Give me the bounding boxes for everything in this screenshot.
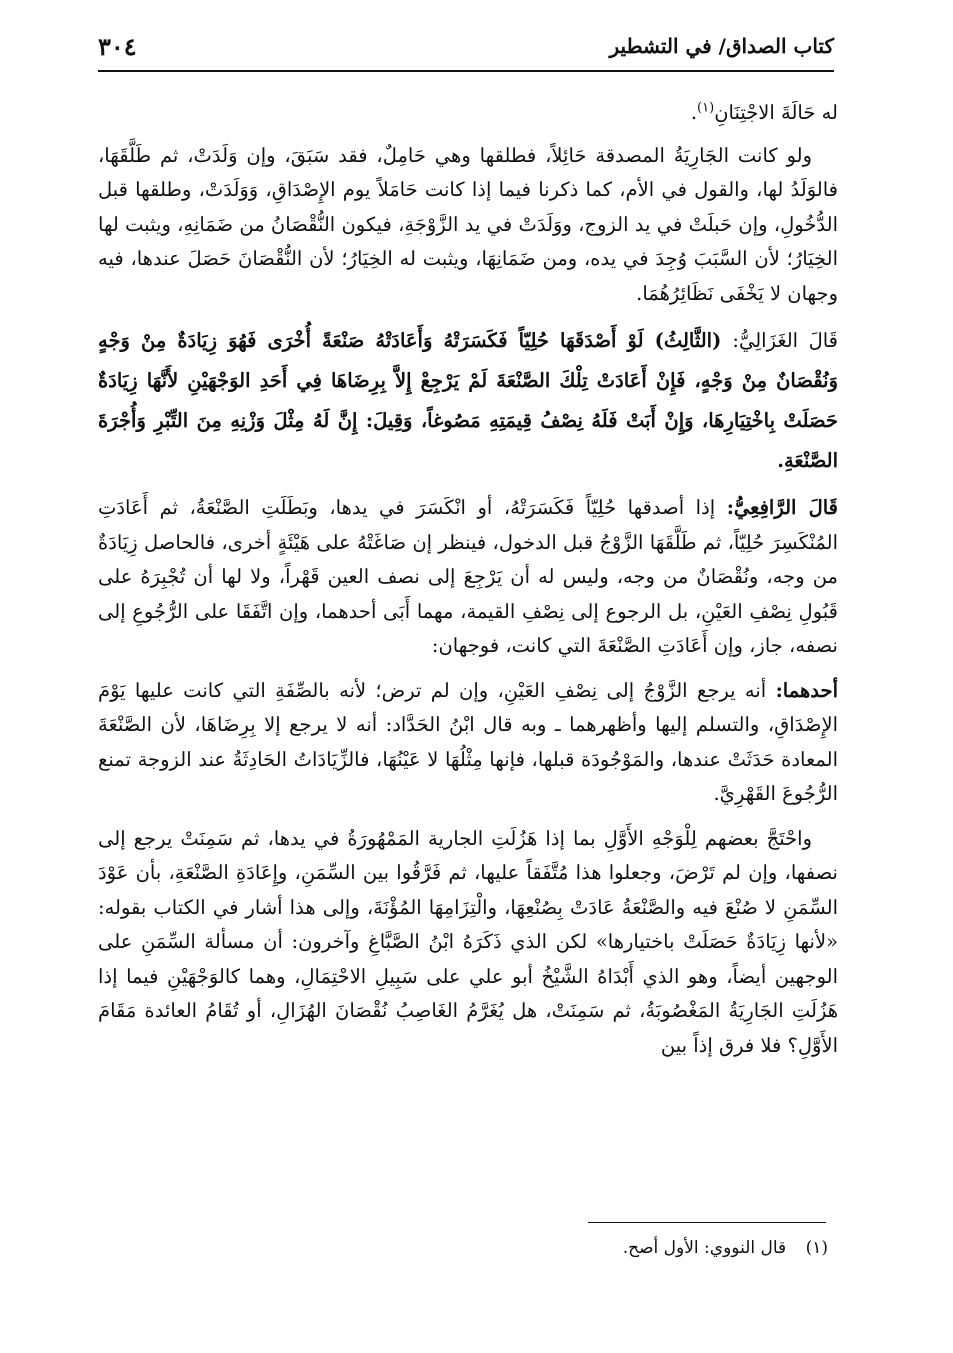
page-number: ٣٠٤ bbox=[98, 31, 137, 61]
running-title: كتاب الصداق/ في التشطير bbox=[609, 34, 834, 58]
first-view-text: أنه يرجع الزَّوْجُ إلى نِصْفِ العَيْنِ، وإن لم ترض؛ لأنه بالصِّفَةِ التي كانت عليها يَوْمَ الإِصْدَاقِ، والتسلم إليها وأظهرهما ـ وبه قال ابْنُ الحَدَّاد: أنه لا يرجع إلا بِرِضَاهَا، لأن الصَّنْعَةَ المعادة حَدَثَتْ عندها، والمَوْجُودَة قبلها، فإنها مِثْلُهَا لا عَيْنُهَا، فالزِّيَادَاتُ الحَادِثَةُ عند الزوجة تمنع الرُّجُوعَ القَهْرِيَّ. bbox=[98, 678, 838, 805]
paragraph-ghazali bbox=[98, 321, 838, 481]
ghazali-label: قَالَ الغَزَالِيُّ: bbox=[732, 329, 838, 352]
rafii-label: قَالَ الرَّافِعِيُّ: bbox=[726, 496, 839, 519]
footnote-number: (١) bbox=[805, 1238, 828, 1258]
paragraph-text: له حَالَةَ الاجْتِنَانِ bbox=[714, 101, 838, 124]
footnote-text: قال النووي: الأول أصح. bbox=[622, 1238, 787, 1258]
footnote bbox=[98, 1234, 828, 1262]
paragraph-rafii bbox=[98, 491, 838, 664]
footnote-marker[interactable]: (١) bbox=[697, 100, 715, 116]
page-body bbox=[98, 96, 838, 1073]
footnote-divider bbox=[588, 1222, 826, 1223]
paragraph-argument: واحْتَجَّ بعضهم لِلْوَجْهِ الأَوَّلِ بما إذا هَزُلَتِ الجارية المَمْهُورَةُ في يدها، ثم سَمِنَتْ يرجع إلى نصفها، وإن لم تَرْضَ، وجعلوا هذا مُتَّفَقاً عليها، ثم فَرَّقُوا بين السِّمَنِ، وإِعَادَةِ الصَّنْعَةِ، بأن عَوْدَ السِّمَنِ لا صُنْعَ فيه والصَّنْعَةُ عَادَتْ بِصُنْعِهَا، والْتِزَامِهَا المُؤْنَةَ، وإلى هذا أشار في الكتاب بقوله: «لأنها زِيَادَةٌ حَصَلَتْ باختيارها» لكن الذي ذَكَرَهُ ابْنُ الصَّبَّاغِ وآخرون: أن مسألة السِّمَنِ على الوجهين أيضاً، وهو الذي أَبْدَاهُ الشَّيْخُ أبو علي على سَبِيلِ الاحْتِمَالِ، وهما كالوَجْهَيْنِ فيما إذا هَزُلَتِ الجَارِيَةُ المَغْصُوبَةُ، ثم سَمِنَتْ، هل يُغَرَّمُ الغَاصِبُ نُقْصَانَ الهُزَالِ، أو تُقَامُ العائدة مَقَامَ الأَوَّلِ؟ فلا فرق إذاً بين bbox=[98, 826, 838, 1057]
paragraph-end: . bbox=[690, 101, 698, 124]
ghazali-text: (الثَّالِثُ) لَوْ أَصْدَقَهَا حُلِيّاً فَكَسَرَتْهُ وَأَعَادَتْهُ صَنْعَةً أُخْرَى فَهُوَ زِيَادَةٌ مِنْ وَجْهٍ وَنُقْصَانٌ مِنْ وَجْهٍ، فَإِنْ أَعَادَتْ تِلْكَ الصَّنْعَةَ لَمْ يَرْجِعْ إِلاَّ بِرِضَاهَا فِي أَحَدِ الوَجْهَيْنِ لأَنَّهَا زِيَادَةٌ حَصَلَتْ بِاخْتِيَارِهَا، وَإِنْ أَبَتْ فَلَهُ نِصْفُ قِيمَتِهِ مَصُوغاً، وَقِيلَ: إِنَّ لَهُ مِثْلَ وَزْنِهِ مِنَ التِّبْرِ وَأُجْرَةَ الصَّنْعَةِ. bbox=[98, 329, 838, 472]
paragraph-opening bbox=[98, 96, 838, 131]
paragraph-first-view bbox=[98, 674, 838, 812]
paragraph-pregnant-slave: ولو كانت الجَارِيَةُ المصدقة حَائِلاً، فطلقها وهي حَامِلٌ، فقد سَبَقَ، وإن وَلَدَتْ، ثم طَلَّقَهَا، فالوَلَدُ لها، والقول في الأم، كما ذكرنا فيما إذا كانت حَامَلاً يوم الإِصْدَاقِ، وَوَلَدَتْ، وطلقها قبل الدُّخُولِ، وإن حَبلَتْ في يد الزوج، ووَلَدَتْ في يد الزَّوْجَةِ، فيكون النُّقْصَانُ من ضَمَانِهِ، ويثبت لها الخِيَارُ؛ لأن السَّبَبَ وُجِدَ في يده، ومن ضَمَانِهَا، ويثبت له الخِيَارُ؛ لأن النُّقْصَانَ حَصَلَ عندها، فيه وجهان لا يَخْفَى نَظَائِرُهُمَا. bbox=[98, 143, 838, 305]
first-view-label: أحدهما: bbox=[775, 678, 838, 702]
running-header bbox=[98, 22, 834, 72]
rafii-text: إذا أصدقها حُلِيّاً فَكَسَرَتْهُ، أو انْكَسَرَ في يدها، وبَطَلَتِ الصَّنْعَةُ، ثم أَعَادَتِ المُنْكَسِرَ حُلِيّاً، ثم طَلَّقَهَا الزَّوْجُ قبل الدخول، فينظر إن صَاغَتْهُ على هَيْئَةٍ أخرى، فالحاصل زِيَادَةٌ من وجه، ونُقْصَانٌ من وجه، وليس له أن يَرْجِعَ إلى نصف العين قَهْراً، ولا لها أن تُجْبِرَهُ على قَبُولِ نِصْفِ العَيْنِ، بل الرجوع إلى نِصْفِ القيمة، مهما أَبَى أحدهما، وإن اتَّفَقَا على الرُّجُوعِ إلى نصفه، جاز، وإن أَعَادَتِ الصَّنْعَةَ التي كانت، فوجهان: bbox=[98, 496, 838, 657]
